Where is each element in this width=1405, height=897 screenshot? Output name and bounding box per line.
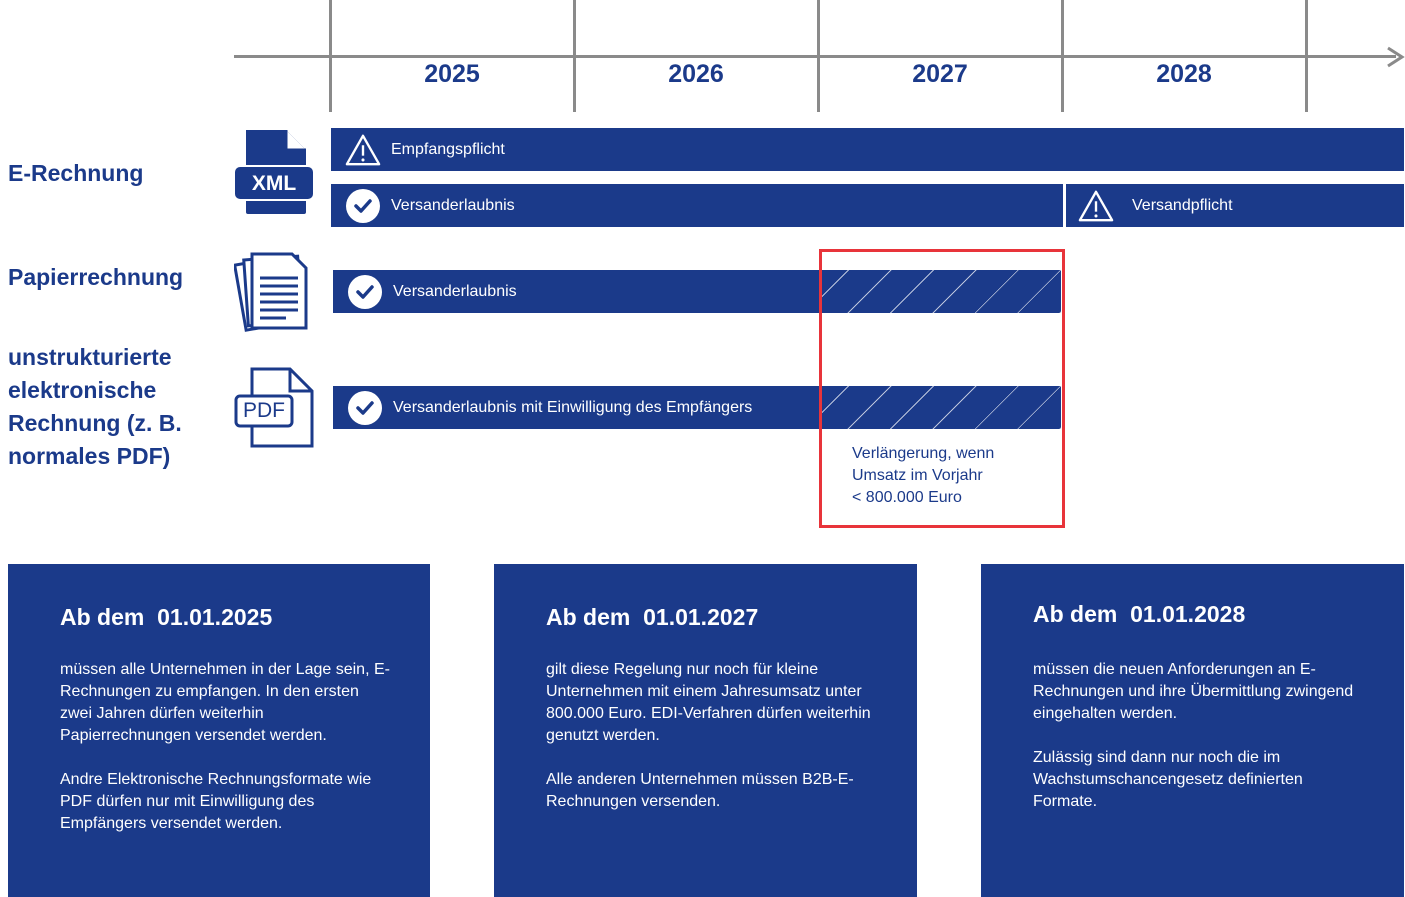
info-box-2028 xyxy=(981,564,1404,897)
info-box-paragraph: Andre Elektronische Rechnungsformate wie PDF dürfen nur mit Einwilligung des Empfängers versendet werden. xyxy=(60,771,372,832)
check-icon xyxy=(345,188,381,224)
bar-versanderlaubnis-pdf xyxy=(333,386,821,429)
bar-versandpflicht xyxy=(1066,184,1404,227)
pdf-file-icon xyxy=(234,366,316,450)
category-unstrukturiert: unstrukturierte elektronische Rechnung (z. B. normales PDF) xyxy=(8,344,182,469)
check-icon xyxy=(347,274,383,310)
extension-note: Verlängerung, wenn Umsatz im Vorjahr < 800.000 Euro xyxy=(852,445,995,506)
paper-documents-icon xyxy=(234,250,316,332)
category-papierrechnung: Papierrechnung xyxy=(8,264,184,290)
year-label-2027: 2027 xyxy=(912,60,968,88)
year-tick xyxy=(329,0,332,112)
info-box-paragraph: Alle anderen Unternehmen müssen B2B-E-Rechnungen versenden. xyxy=(546,771,854,810)
warning-icon xyxy=(1078,188,1114,224)
year-tick xyxy=(573,0,576,112)
info-box-paragraph: Zulässig sind dann nur noch die im Wachstumschancengesetz definierten Formate. xyxy=(1033,749,1303,810)
check-icon xyxy=(347,390,383,426)
year-tick xyxy=(1061,0,1064,112)
bar-label: Versanderlaubnis mit Einwilligung des Empfängers xyxy=(393,398,753,416)
xml-icon-label: XML xyxy=(251,172,297,195)
pdf-icon-label: PDF xyxy=(243,399,285,422)
year-tick xyxy=(1305,0,1308,112)
info-box-paragraph: müssen die neuen Anforderungen an E-Rechnungen und ihre Übermittlung zwingend eingehalten werden. xyxy=(1033,661,1354,722)
info-box-heading: Ab dem 01.01.2025 xyxy=(60,604,273,630)
info-box-heading: Ab dem 01.01.2027 xyxy=(546,604,759,630)
info-box-paragraph: gilt diese Regelung nur noch für kleine Unternehmen mit einem Jahresumsatz unter 800.000 Euro. EDI-Verfahren dürfen weiterhin genutzt werden. xyxy=(546,661,871,744)
bar-label: Empfangspflicht xyxy=(391,140,505,158)
axis-line xyxy=(234,55,1396,58)
year-label-2025: 2025 xyxy=(424,60,480,88)
info-box-heading: Ab dem 01.01.2028 xyxy=(1033,601,1246,627)
bar-versanderlaubnis-e xyxy=(331,184,1063,227)
xml-file-icon xyxy=(234,128,316,216)
bar-label: Versandpflicht xyxy=(1132,196,1233,214)
info-box-2025 xyxy=(8,564,430,897)
bar-versanderlaubnis-papier xyxy=(333,270,821,313)
year-label-2028: 2028 xyxy=(1156,60,1212,88)
bar-label: Versanderlaubnis xyxy=(393,282,517,300)
info-box-2027 xyxy=(494,564,917,897)
axis-arrow-icon xyxy=(1385,46,1405,68)
bar-label: Versanderlaubnis xyxy=(391,196,515,214)
category-e-rechnung: E-Rechnung xyxy=(8,160,144,186)
bar-empfangspflicht xyxy=(331,128,1404,171)
warning-icon xyxy=(345,132,381,168)
year-label-2026: 2026 xyxy=(668,60,724,88)
year-tick xyxy=(817,0,820,112)
info-box-paragraph: müssen alle Unternehmen in der Lage sein, E-Rechnungen zu empfangen. In den ersten zwei Jahren dürfen weiterhin Papierrechnungen versendet werden. xyxy=(60,661,390,744)
